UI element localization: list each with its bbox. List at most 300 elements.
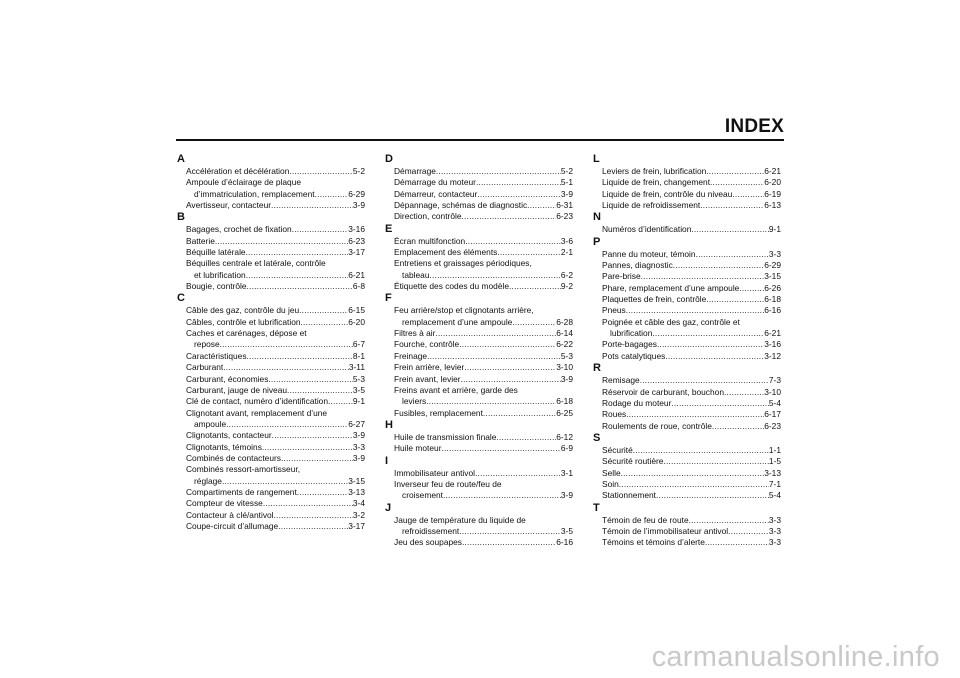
index-entry xyxy=(385,166,573,177)
index-entry xyxy=(177,328,365,351)
entry-text: lubrification xyxy=(610,328,653,339)
index-entry xyxy=(385,385,573,408)
dot-leader xyxy=(739,283,764,294)
page-ref: 3-3 xyxy=(768,537,781,548)
page-ref: 6-31 xyxy=(556,200,573,211)
page-ref: 6-2 xyxy=(560,269,573,280)
page-ref: 3-10 xyxy=(764,386,781,397)
page-ref: 3-13 xyxy=(764,467,781,478)
entry-text: Plaquettes de frein, contrôle xyxy=(602,294,707,305)
dot-leader xyxy=(301,317,349,328)
page-ref: 3-17 xyxy=(348,247,365,258)
entry-line xyxy=(186,430,365,441)
entry-text: repose xyxy=(194,339,220,350)
entry-text: Écran multifonction xyxy=(394,235,466,246)
page-ref: 5-3 xyxy=(352,373,365,384)
entry-text: Filtres à air xyxy=(394,328,436,339)
entry-text: Soin xyxy=(602,478,619,489)
index-entry xyxy=(385,339,573,350)
index-column-3 xyxy=(593,153,781,549)
index-entry xyxy=(177,374,365,385)
page-ref: 6-16 xyxy=(764,305,781,316)
entry-line xyxy=(394,200,573,211)
entry-line xyxy=(186,270,365,281)
entry-text: ampoule xyxy=(194,418,227,429)
dot-leader xyxy=(281,453,353,464)
entry-line xyxy=(186,510,365,521)
dot-leader xyxy=(297,487,348,498)
entry-line xyxy=(186,374,365,385)
page-ref: 3-9 xyxy=(560,490,573,501)
entry-text: Liquide de frein, changement xyxy=(602,177,711,188)
section-letter: S xyxy=(593,431,601,444)
dot-leader xyxy=(691,224,769,235)
index-entry xyxy=(593,409,781,420)
index-entry xyxy=(593,249,781,260)
entry-text: Roues xyxy=(602,409,627,420)
entry-line xyxy=(602,479,781,490)
index-entry xyxy=(593,271,781,282)
dot-leader xyxy=(497,247,561,258)
dot-leader xyxy=(509,281,561,292)
dot-leader xyxy=(222,476,348,487)
entry-text: Pannes, diagnostic xyxy=(602,260,673,271)
dot-leader xyxy=(461,374,561,385)
entry-text: Compteur de vitesse xyxy=(186,498,263,509)
entry-text: Liquide de frein, contrôle du niveau xyxy=(602,188,733,199)
dot-leader xyxy=(705,537,769,548)
entry-line xyxy=(602,526,781,537)
dot-leader xyxy=(436,166,561,177)
entry-line xyxy=(186,498,365,509)
entry-first-line: Jauge de température du liquide de xyxy=(394,514,526,525)
page-ref: 3-13 xyxy=(348,486,365,497)
entry-text: Numéros d’identification xyxy=(602,224,692,235)
index-entry xyxy=(177,258,365,281)
entry-text: Panne du moteur, témoin xyxy=(602,248,696,259)
entry-line xyxy=(186,166,365,177)
page-ref: 3-5 xyxy=(560,525,573,536)
entry-first-line: Clignotant avant, remplacement d’une xyxy=(186,407,328,418)
page-ref: 5-2 xyxy=(352,166,365,176)
entry-line xyxy=(602,387,781,398)
entry-line xyxy=(186,189,365,200)
dot-leader xyxy=(262,442,353,453)
entry-line xyxy=(186,385,365,396)
index-entry xyxy=(177,351,365,362)
page-ref: 6-27 xyxy=(348,418,365,429)
dot-leader xyxy=(443,490,561,501)
entry-text: Rodage du moteur xyxy=(602,397,672,408)
dot-leader xyxy=(496,432,556,443)
dot-leader xyxy=(268,374,352,385)
dot-leader xyxy=(287,385,353,396)
entry-line xyxy=(186,317,365,328)
section-letter: E xyxy=(385,222,393,235)
entry-text: Direction, contrôle xyxy=(394,211,462,222)
entry-text: Réservoir de carburant, bouchon xyxy=(602,386,724,397)
index-entry xyxy=(177,224,365,235)
entry-line xyxy=(186,487,365,498)
index-entry xyxy=(593,479,781,490)
index-entry xyxy=(593,260,781,271)
index-entry xyxy=(385,305,573,328)
page-ref: 3-3 xyxy=(352,441,365,452)
entry-text: Clignotants, témoins xyxy=(186,441,262,452)
index-entry xyxy=(177,408,365,431)
index-entry xyxy=(385,537,573,548)
entry-line xyxy=(186,476,365,487)
index-entry xyxy=(385,468,573,479)
entry-text: Contacteur à clé/antivol xyxy=(186,509,274,520)
dot-leader xyxy=(633,445,769,456)
entry-text: tableau xyxy=(402,269,430,280)
entry-line xyxy=(602,515,781,526)
index-section xyxy=(593,432,781,502)
entry-text: croisement xyxy=(402,490,443,501)
entry-line xyxy=(186,247,365,258)
section-letter: P xyxy=(593,235,601,248)
entry-text: Démarrage xyxy=(394,166,436,176)
entry-text: Freinage xyxy=(394,350,428,361)
page-ref: 3-10 xyxy=(556,362,573,373)
index-entry xyxy=(385,362,573,373)
dot-leader xyxy=(663,456,768,467)
entry-text: Selle xyxy=(602,467,621,478)
entry-line xyxy=(394,526,573,537)
entry-text: Remisage xyxy=(602,375,640,386)
dot-leader xyxy=(696,249,769,260)
index-entry xyxy=(177,521,365,532)
entry-text: Huile moteur xyxy=(394,443,442,454)
entry-line xyxy=(394,432,573,443)
page-ref: 6-9 xyxy=(560,443,573,454)
entry-first-line: Inverseur feu de route/feu de xyxy=(394,478,502,489)
page-ref: 6-23 xyxy=(764,420,781,431)
dot-leader xyxy=(656,490,769,501)
page-ref: 3-17 xyxy=(348,520,365,531)
index-entry xyxy=(385,189,573,200)
index-entry xyxy=(177,305,365,316)
index-entry xyxy=(385,374,573,385)
index-entry xyxy=(177,166,365,177)
page-ref: 5-1 xyxy=(560,177,573,188)
entry-text: Combinés de contacteurs xyxy=(186,452,281,463)
entry-line xyxy=(602,328,781,339)
dot-leader xyxy=(226,419,348,430)
index-entry xyxy=(385,432,573,443)
header-rule xyxy=(176,139,784,141)
dot-leader xyxy=(246,270,349,281)
index-entry xyxy=(177,464,365,487)
entry-text: Frein avant, levier xyxy=(394,373,461,384)
index-entry xyxy=(593,339,781,350)
index-section xyxy=(385,455,573,502)
entry-text: Bagages, crochet de fixation xyxy=(186,224,292,235)
entry-line xyxy=(394,351,573,362)
entry-text: Stationnement xyxy=(602,490,657,501)
index-section xyxy=(385,153,573,223)
dot-leader xyxy=(626,305,764,316)
dot-leader xyxy=(621,468,765,479)
entry-line xyxy=(602,445,781,456)
page-ref: 6-8 xyxy=(352,281,365,292)
entry-text: Porte-bagages xyxy=(602,339,657,350)
page-ref: 3-16 xyxy=(348,224,365,235)
index-entry xyxy=(385,177,573,188)
entry-text: Caractéristiques xyxy=(186,350,247,361)
dot-leader xyxy=(292,224,349,235)
page-ref: 6-18 xyxy=(764,294,781,305)
entry-text: Fusibles, remplacement xyxy=(394,407,483,418)
entry-line xyxy=(602,166,781,177)
section-letter: D xyxy=(385,153,393,165)
entry-text: Batterie xyxy=(186,235,215,246)
dot-leader xyxy=(673,260,764,271)
dot-leader xyxy=(657,339,764,350)
entry-line xyxy=(394,247,573,258)
entry-line xyxy=(394,408,573,419)
entry-line xyxy=(186,236,365,247)
entry-first-line: Ampoule d’éclairage de plaque xyxy=(186,177,302,188)
index-entry xyxy=(385,258,573,281)
index-entry xyxy=(593,200,781,211)
page-ref: 6-12 xyxy=(556,431,573,442)
entry-first-line: Freins avant et arrière, garde des xyxy=(394,384,518,395)
index-entry xyxy=(177,442,365,453)
entry-text: Immobilisateur antivol xyxy=(394,467,475,478)
page-ref: 3-3 xyxy=(768,248,781,259)
index-section xyxy=(593,153,781,211)
page-ref: 9-2 xyxy=(560,281,573,292)
index-entry xyxy=(385,200,573,211)
entry-first-line: Feu arrière/stop et clignotants arrière, xyxy=(394,305,534,316)
index-column-2 xyxy=(385,153,573,549)
entry-text: Accélération et décélération xyxy=(186,166,290,176)
entry-text: Sécurité xyxy=(602,444,633,455)
entry-text: Clé de contact, numéro d’identification xyxy=(186,396,328,407)
page-ref: 3-15 xyxy=(348,475,365,486)
page-ref: 3-6 xyxy=(560,235,573,246)
dot-leader xyxy=(223,362,349,373)
index-entry xyxy=(593,445,781,456)
page-ref: 6-29 xyxy=(348,188,365,199)
page-ref: 9-1 xyxy=(768,224,781,235)
page-ref: 5-4 xyxy=(768,490,781,501)
dot-leader xyxy=(247,281,353,292)
entry-line xyxy=(602,294,781,305)
entry-line xyxy=(394,339,573,350)
page-ref: 7-3 xyxy=(768,375,781,386)
page-ref: 6-15 xyxy=(348,305,365,316)
page-ref: 3-9 xyxy=(352,452,365,463)
page-ref: 6-23 xyxy=(556,211,573,222)
entry-line xyxy=(602,260,781,271)
entry-line xyxy=(186,362,365,373)
entry-line xyxy=(186,305,365,316)
dot-leader xyxy=(728,526,769,537)
page-ref: 6-23 xyxy=(348,235,365,246)
entry-text: refroidissement xyxy=(402,525,460,536)
index-entry xyxy=(593,490,781,501)
entry-text: Jeu des soupapes xyxy=(394,537,462,548)
entry-text: Frein arrière, levier xyxy=(394,362,465,373)
dot-leader xyxy=(462,537,556,548)
section-letter: L xyxy=(593,153,600,165)
page-ref: 5-4 xyxy=(768,397,781,408)
index-entry xyxy=(177,510,365,521)
index-entry xyxy=(177,362,365,373)
page-ref: 3-16 xyxy=(764,339,781,350)
index-section xyxy=(177,292,365,532)
dot-leader xyxy=(429,270,560,281)
page-ref: 6-20 xyxy=(348,316,365,327)
index-entry xyxy=(177,487,365,498)
page-ref: 3-15 xyxy=(764,271,781,282)
entry-text: Dépannage, schémas de diagnostic xyxy=(394,200,528,211)
dot-leader xyxy=(689,515,769,526)
page-ref: 6-21 xyxy=(348,269,365,280)
index-section xyxy=(385,292,573,418)
dot-leader xyxy=(476,177,561,188)
entry-text: Liquide de refroidissement xyxy=(602,200,701,211)
page-ref: 3-1 xyxy=(560,467,573,478)
dot-leader xyxy=(462,211,557,222)
page-ref: 6-13 xyxy=(764,200,781,211)
dot-leader xyxy=(272,430,353,441)
page-ref: 5-2 xyxy=(560,166,573,176)
page-ref: 8-1 xyxy=(352,350,365,361)
entry-text: Coupe-circuit d’allumage xyxy=(186,520,279,531)
entry-text: Compartiments de rangement xyxy=(186,486,297,497)
dot-leader xyxy=(706,294,764,305)
entry-line xyxy=(602,456,781,467)
entry-text: Câbles, contrôle et lubrification xyxy=(186,316,301,327)
entry-first-line: Caches et carénages, dépose et xyxy=(186,328,307,339)
entry-text: Étiquette des codes du modèle xyxy=(394,281,510,292)
entry-text: Témoin de feu de route xyxy=(602,514,689,525)
page-ref: 6-17 xyxy=(764,409,781,420)
entry-text: Avertisseur, contacteur xyxy=(186,200,272,211)
index-section xyxy=(593,211,781,235)
page-ref: 3-11 xyxy=(348,362,365,373)
page-ref: 6-25 xyxy=(556,407,573,418)
index-section xyxy=(593,236,781,362)
section-letter: J xyxy=(385,501,392,514)
entry-text: Carburant, jauge de niveau xyxy=(186,384,288,395)
index-entry xyxy=(593,351,781,362)
index-entry xyxy=(593,305,781,316)
entry-text: Leviers de frein, lubrification xyxy=(602,166,707,176)
entry-text: Phare, remplacement d’une ampoule xyxy=(602,282,740,293)
index-entry xyxy=(177,396,365,407)
dot-leader xyxy=(652,328,764,339)
entry-line xyxy=(394,374,573,385)
entry-text: Témoins et témoins d’alerte xyxy=(602,537,705,548)
entry-line xyxy=(394,468,573,479)
page-ref: 3-4 xyxy=(352,498,365,509)
page-ref: 6-7 xyxy=(352,339,365,350)
section-letter: T xyxy=(593,501,600,514)
entry-first-line: Combinés ressort-amortisseur, xyxy=(186,464,301,475)
dot-leader xyxy=(459,526,561,537)
index-entry xyxy=(385,247,573,258)
entry-line xyxy=(602,375,781,386)
page-ref: 3-3 xyxy=(768,525,781,536)
entry-line xyxy=(394,537,573,548)
index-entry xyxy=(177,247,365,258)
dot-leader xyxy=(710,177,764,188)
index-entry xyxy=(593,456,781,467)
entry-text: Câble des gaz, contrôle du jeu xyxy=(186,305,300,316)
page-ref: 6-21 xyxy=(764,166,781,176)
entry-line xyxy=(394,177,573,188)
entry-line xyxy=(394,189,573,200)
dot-leader xyxy=(426,396,556,407)
page-ref: 6-21 xyxy=(764,328,781,339)
entry-line xyxy=(186,224,365,235)
entry-line xyxy=(186,200,365,211)
index-entry xyxy=(177,430,365,441)
entry-line xyxy=(394,328,573,339)
entry-line xyxy=(602,200,781,211)
page-title: INDEX xyxy=(724,116,784,137)
dot-leader xyxy=(641,271,765,282)
dot-leader xyxy=(464,362,556,373)
entry-line xyxy=(602,189,781,200)
entry-line xyxy=(394,166,573,177)
page-ref: 3-9 xyxy=(352,200,365,211)
dot-leader xyxy=(483,408,556,419)
index-entry xyxy=(385,236,573,247)
index-entry xyxy=(593,224,781,235)
dot-leader xyxy=(274,510,353,521)
entry-text: et lubrification xyxy=(194,269,246,280)
entry-line xyxy=(602,421,781,432)
index-entry xyxy=(385,443,573,454)
index-section xyxy=(177,153,365,211)
dot-leader xyxy=(465,236,561,247)
page-ref: 1-5 xyxy=(768,456,781,467)
dot-leader xyxy=(665,351,764,362)
entry-line xyxy=(602,339,781,350)
section-letter: N xyxy=(593,211,601,224)
index-entry xyxy=(593,283,781,294)
entry-line xyxy=(394,490,573,501)
page-ref: 9-1 xyxy=(352,396,365,407)
page-ref: 6-14 xyxy=(556,328,573,339)
index-entry xyxy=(177,317,365,328)
dot-leader xyxy=(220,339,353,350)
index-entry xyxy=(385,351,573,362)
entry-text: réglage xyxy=(194,475,222,486)
dot-leader xyxy=(459,339,556,350)
page-ref: 3-9 xyxy=(560,188,573,199)
entry-text: Sécurité routière xyxy=(602,456,664,467)
entry-text: Clignotants, contacteur xyxy=(186,430,272,441)
index-section xyxy=(385,223,573,293)
entry-line xyxy=(394,396,573,407)
page-ref: 3-5 xyxy=(352,384,365,395)
entry-line xyxy=(602,305,781,316)
dot-leader xyxy=(706,166,764,177)
index-section xyxy=(593,362,781,432)
page-ref: 3-9 xyxy=(560,373,573,384)
page-ref: 6-18 xyxy=(556,396,573,407)
entry-line xyxy=(394,443,573,454)
dot-leader xyxy=(626,409,764,420)
dot-leader xyxy=(671,398,769,409)
